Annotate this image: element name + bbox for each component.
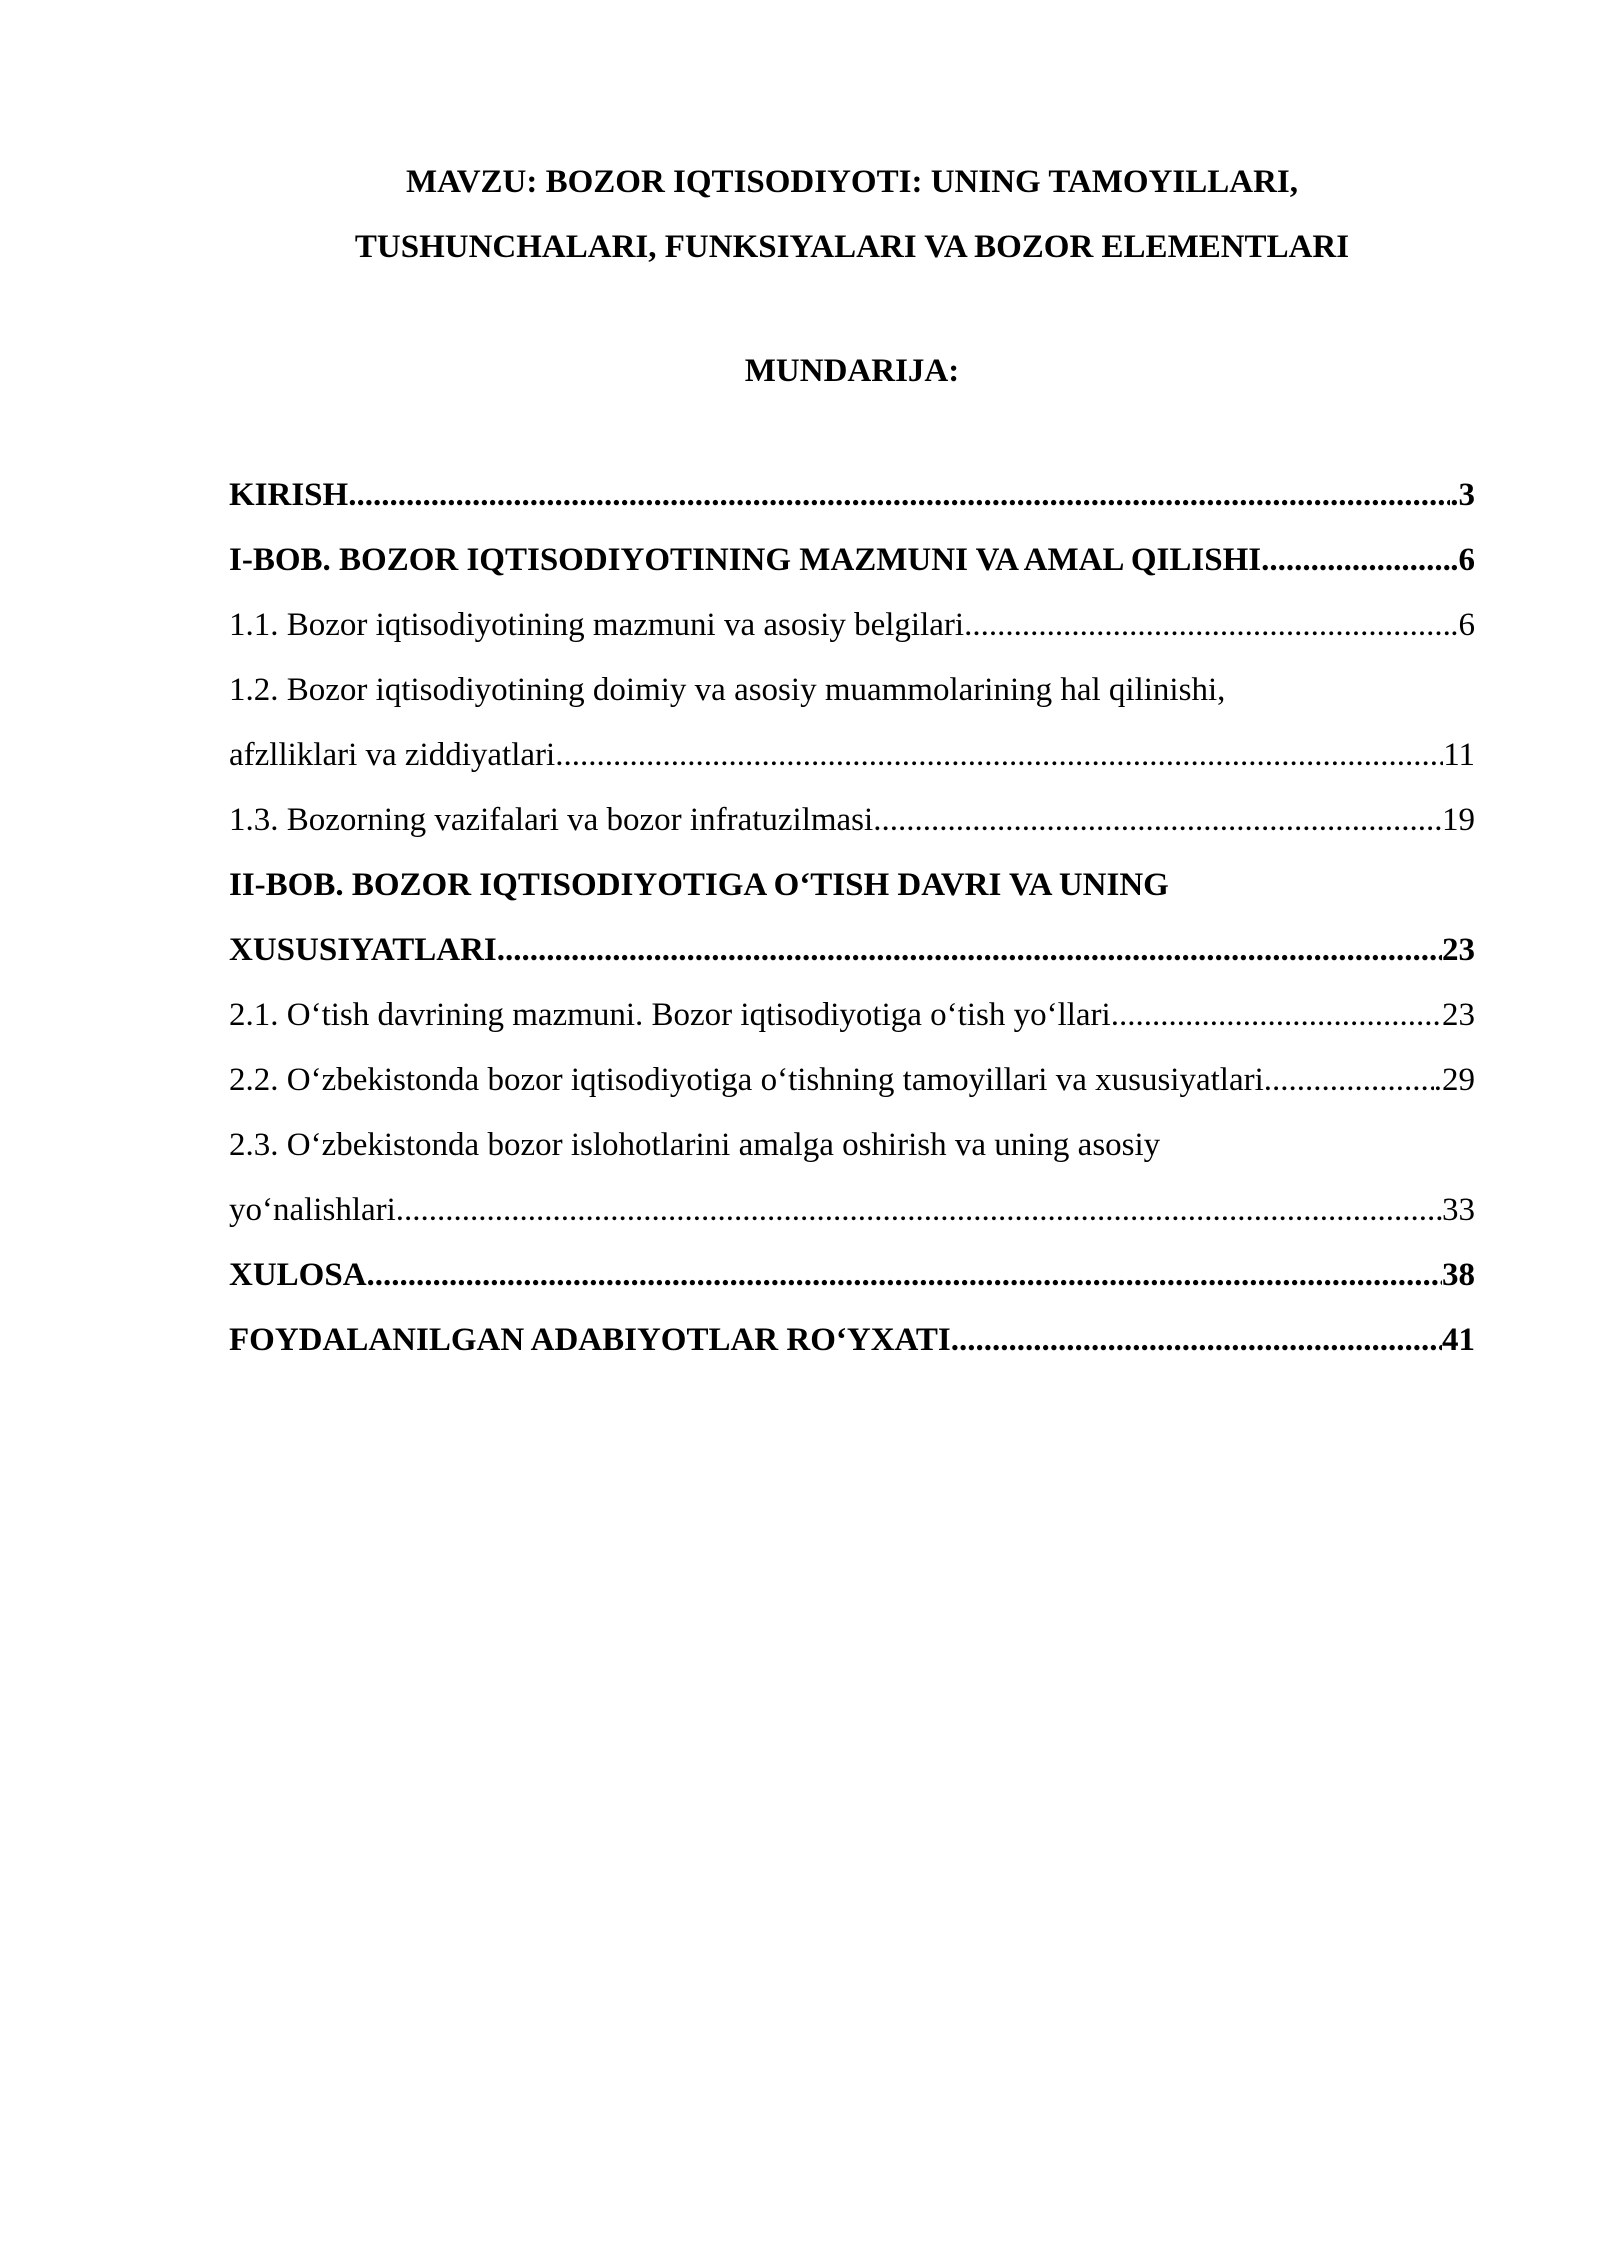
toc-entry-text: 1.3. Bozorning vazifalari va bozor infratuzilmasi — [229, 802, 874, 838]
toc-dot-leader — [873, 788, 1442, 853]
title-line-2: TUSHUNCHALARI, FUNKSIYALARI VA BOZOR ELEMENTLARI — [354, 229, 1350, 265]
toc-entry-section-2-1 — [229, 983, 1475, 1048]
toc-dot-leader — [348, 463, 1450, 528]
toc-entry-section-2-3 — [229, 1178, 1475, 1243]
toc-page-number: 41 — [1442, 1322, 1475, 1358]
toc-page-number: 23 — [1442, 932, 1475, 968]
toc-entry-chapter-2-line-1: II-BOB. BOZOR IQTISODIYOTIGA O‘TISH DAVRI VA UNING — [229, 867, 1169, 903]
toc-entry-references — [229, 1308, 1475, 1373]
toc-page-number: 19 — [1442, 802, 1475, 838]
toc-page-number: 11 — [1443, 737, 1475, 773]
toc-entry-kirish — [229, 463, 1475, 528]
toc-dot-leader — [964, 593, 1450, 658]
toc-entry-text: FOYDALANILGAN ADABIYOTLAR RO‘YXATI — [229, 1322, 951, 1358]
toc-page-number: .6 — [1450, 607, 1475, 643]
toc-entry-section-1-1 — [229, 593, 1475, 658]
toc-entry-chapter-1 — [229, 528, 1475, 593]
toc-entry-text: XUSUSIYATLARI — [229, 932, 497, 968]
toc-entry-section-2-2 — [229, 1048, 1475, 1113]
toc-entry-text: KIRISH — [229, 477, 349, 513]
toc-heading: MUNDARIJA: — [744, 353, 960, 389]
toc-dot-leader — [497, 918, 1442, 983]
toc-entry-section-2-3-line-1: 2.3. O‘zbekistonda bozor islohotlarini amalga oshirish va uning asosiy — [229, 1127, 1161, 1163]
toc-entry-section-1-2 — [229, 723, 1475, 788]
toc-dot-leader — [1269, 528, 1450, 593]
toc-page-number: 33 — [1442, 1192, 1475, 1228]
toc-entry-text: XULOSA — [229, 1257, 367, 1293]
toc-page-number: 23 — [1442, 997, 1475, 1033]
toc-dot-leader — [1111, 983, 1442, 1048]
toc-dot-leader — [396, 1178, 1442, 1243]
toc-entry-chapter-2 — [229, 918, 1475, 983]
toc-entry-text: 2.1. O‘tish davrining mazmuni. Bozor iqtisodiyotiga o‘tish yo‘llari — [229, 997, 1111, 1033]
toc-page-number: .3 — [1450, 477, 1475, 513]
toc-page-number: .29 — [1433, 1062, 1475, 1098]
toc-dot-leader — [555, 723, 1443, 788]
toc-dot-leader — [1272, 1048, 1434, 1113]
toc-entry-text: yo‘nalishlari — [229, 1192, 396, 1228]
toc-page-number: 38 — [1442, 1257, 1475, 1293]
toc-entry-section-1-3 — [229, 788, 1475, 853]
toc-page-number: .6 — [1450, 542, 1475, 578]
document-title — [229, 150, 1475, 280]
toc-entry-text: 2.2. O‘zbekistonda bozor iqtisodiyotiga o‘tishning tamoyillari va xususiyatlari. — [229, 1062, 1272, 1098]
toc-entry-section-1-2-line-1: 1.2. Bozor iqtisodiyotining doimiy va asosiy muammolarining hal qilinishi, — [229, 672, 1226, 708]
toc-dot-leader — [951, 1308, 1442, 1373]
title-line-1: MAVZU: BOZOR IQTISODIYOTI: UNING TAMOYILLARI, — [405, 164, 1299, 200]
toc-entry-text: I-BOB. BOZOR IQTISODIYOTINING MAZMUNI VA AMAL QILISHI. — [229, 542, 1270, 578]
table-of-contents — [229, 463, 1475, 1373]
toc-entry-text: 1.1. Bozor iqtisodiyotining mazmuni va asosiy belgilari — [229, 607, 965, 643]
toc-entry-xulosa — [229, 1243, 1475, 1308]
toc-dot-leader — [367, 1243, 1442, 1308]
toc-entry-text: afzlliklari va ziddiyatlari — [229, 737, 556, 773]
